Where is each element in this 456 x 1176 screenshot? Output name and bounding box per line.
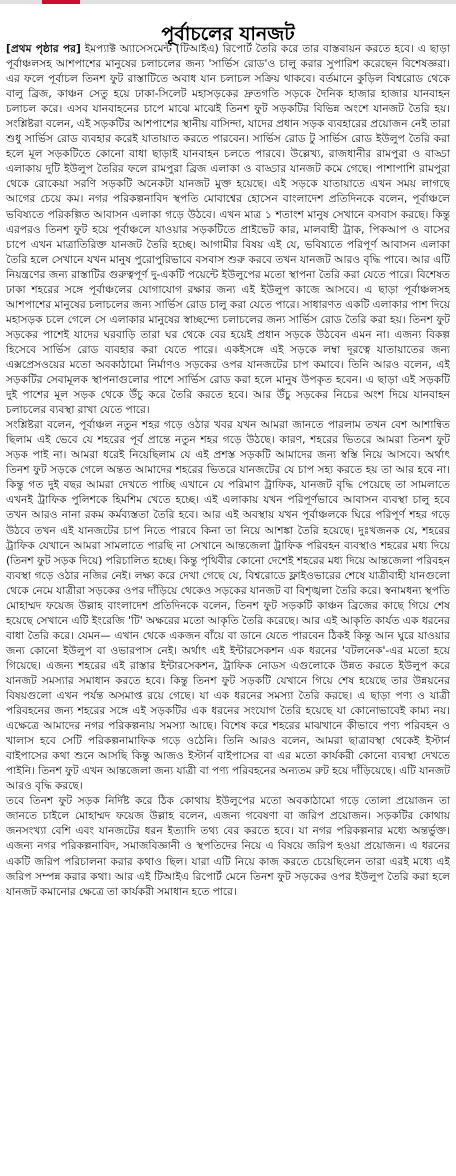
article-paragraph-1: [6, 42, 450, 418]
article-paragraph-2: সংশ্লিষ্টরা বলেন, পূর্বাঞ্চল নতুন শহর গড়ে ওঠার খবর যখন আমরা জানতে পারলাম তখন বেশ আশান্বিত ছিলাম এই ভেবে যে শহরের পূর্ব প্রান্তে নতুন শহর গড়ে উঠছে। কারণ, শহরের ভিতরে আমরা তিনশ ফুট সড়ক পাই না। আমরা ধরেই নিয়েছিলাম যে এই প্রশস্ত সড়কটি আমাদের জন্য স্বস্তি নিয়ে আসবে। অর্থাৎ তিনশ ফুট সড়কে গেলে অন্তত আমাদের শহরের ভিতরে যানজটের যে চাপ সহ্য করতে হয় তা আর হবে না। কিন্তু গত দুই বছর আমরা দেখতে পাচ্ছি এখানে যে পরিমাণ ট্রাফিক, যানজট বৃদ্ধি পেয়েছে তা সামলাতে এখনই ট্রাফিক পুলিশকে হিমশিম খেতে হচ্ছে। এই এলাকায় যখন পরিপূর্ণভাবে আবাসন ব্যবস্থা চালু হবে তখন আরও নানা রকম কর্মব্যস্ততা তৈরি হবে। আর এই অবস্থায় যখন পূর্বাঞ্চলকে ঘিরে পরিপূর্ণ শহর গড়ে উঠবে তখন এই যানজটের চাপ নিতে পারবে কিনা তা নিয়ে আশঙ্কা তৈরি হয়েছে। দুঃখজনক যে, শহরের ট্রাফিক যেখানে আমরা সামলাতে পারছি না সেখানে আন্তজেলা ট্রাফিক পরিবহন ব্যবস্থাও শহরের মধ্য দিয়ে (তিনশ ফুট সড়ক দিয়ে) পরিচালিত হচ্ছে। কিন্তু পৃথিবীর কোনো দেশেই শহরের মধ্য দিয়ে আন্তজেলা পরিবহন ব্যবস্থা গড়ে ওঠার নজির নেই। লক্ষ্য করে দেখা গেছে যে, বিশ্বরোডে ফ্লাইওভারের শেষে যাত্রীবাহী যানগুলো থেকে নেমে যাত্রীরা সড়কের ওপর দাঁড়িয়ে থেকেও সড়কের যানজট বা বিশৃঙ্খলা তৈরি করে। স্বনামধন্য স্থপতি মোহাম্মদ ফয়েজ উল্লাহ বাংলাদেশ প্রতিদিনকে বলেন, তিনশ ফুট সড়কটি কাঞ্চন ব্রিজের কাছে গিয়ে শেষ হয়েছে সেখানে এটি ইংরেজি 'টি' অক্ষরের মতো আকৃতি তৈরি করেছে। আর এই আকৃতি কার্যত এক ধরনের বাধা তৈরি করে। যেমন— এখান থেকে একজন বাঁয়ে বা ডানে যেতে পারবেন ঠিকই কিন্তু আন ঘুরে যাওয়ার জন্য কোনো ইউলুপ বা ওভারপাস নেই। অর্থাৎ এই ইন্টারসেকশন এক ধরনের 'বটলনেক'-এর মতো হয়ে গিয়েছে। এজন্য শহরের এই রাস্তার ইন্টারসেকশন, ট্রাফিক নোডস এগুলোকে উন্নত করতে ইউলুপ করে যানজট সমস্যার সমাধান করতে হবে। কিন্তু তিনশ ফুট সড়কটি যেখানে গিয়ে শেষ হয়েছে তার উন্নয়নের বিষয়গুলো এখন পর্যন্ত অসমাপ্ত রয়ে গেছে। যা এক ধরনের সমস্যা তৈরি করছে। এ ছাড়া পণ্য ও যাত্রী পরিবহনের জন্য শহরের সঙ্গে এই সড়কটির এক ধরনের সংযোগ তৈরি হয়েছে যা কোনোভাবেই কাম্য নয়। এক্ষেত্রে আমাদের নগর পরিকল্পনায় সমস্যা আছে। বিশেষ করে শহরের মাঝখানে কীভাবে পণ্য পরিবহন ও খালাস হবে সেটি পরিকল্পনামাফিক গড়ে ওঠেনি। তিনি আরও বলেন, আমরা ছাত্রাবস্থা থেকেই ইস্টার্ন বাইপাসের কথা শুনে আসছি কিন্তু আজও ইস্টার্ন বাইপাসের বা এর মতো কার্যকরী কোনো ব্যবস্থা দেখতে পাইনি। তিনশ ফুট এখন আন্তজেলা জন্য যাত্রী বা পণ্য পরিবহনের অন্যতম রুট হয়ে দাঁড়িয়েছে। এটি যানজট আরও বৃদ্ধি করছে।: [6, 419, 450, 793]
article-body: [6, 42, 450, 1172]
article-paragraph-3: তবে তিনশ ফুট সড়ক নির্দিষ্ট করে ঠিক কোথায় ইউলুপের মতো অবকাঠামো গড়ে তোলা প্রয়োজন তা জানতে চাইলে মোহাম্মদ ফয়েজ উল্লাহ বলেন, এজন্য গবেষণা বা জরিপ প্রয়োজন। সড়কটির কোথায় জনসংখ্যা বেশি এবং যানজটের ধরন ইত্যাদি তথ্য বের করতে হবে। যা নগর পরিকল্পনার মধ্যে অন্তর্ভুক্ত। এজন্য নগর পরিকল্পনাবিদ, সমাজবিজ্ঞানী ও স্থপতিদের নিয়ে এ বিষয়ে জরিপ হওয়া প্রয়োজন। এ ধরনের একটি জরিপ পরিচালনা করার কথাও ছিল। যারা এটি নিয়ে কাজ করতে চেয়েছিলেন তারা এরই মধ্যে এই জরিপ সম্পন্ন করার কথা। আর এই টিআইএ রিপোর্ট মেনে তিনশ ফুট সড়কের ওপর ইউলুপ তৈরি করা হলে যানজট কমানোর ক্ষেত্রে তা কার্যকরী সমাধান হতে পারে।: [6, 795, 450, 898]
top-rule-accent: [42, 0, 80, 4]
paragraph-1-text: ইমপ্যাক্ট অ্যাসেসমেন্ট (টিআইএ) রিপোর্ট তৈরি করে তার বাস্তবায়ন করতে হবে। এ ছাড়া পূর্বাঞ্চলসহ আশপাশের মানুষের চলাচলের জন্য 'সার্ভিস রোড'ও চালু করার সুপারিশ করেছেন বিশেষজ্ঞরা। এর ফলে পূর্বাচল তিনশ ফুট রাস্তাটিতে অবাধ যান চলাচল সক্রিয় থাকবে। বর্তমানে কুড়িল বিশ্বরোড থেকে বালু ব্রিজ, কাঞ্চন সেতু হয়ে ঢাকা-সিলেট মহাসড়কের দ্রুতগতি সড়কে দৈনিক হাজার হাজার যানবাহন চলাচল করে। এসব যানবাহনের চাপে মাঝে মাঝেই তিনশ ফুট সড়কটির বিভিন্ন অংশে যানজট তৈরি হয়। সংশ্লিষ্টরা বলেন, এই সড়কটির আশপাশের স্থানীয় বাসিন্দা, যাদের প্রধান সড়ক ব্যবহারের প্রয়োজন নেই তারা শুধু সার্ভিস রোড ব্যবহার করেই যাতায়াত করতে পারবেন। সার্ভিস রোড টু সার্ভিস রোড ইউলুপ তৈরি করা হলে মূল সড়কটিতে কোনো বাধা ছাড়াই যানবাহন চলতে পারবে। উল্লেখ্য, রাজধানীর রামপুরা ও বাড্ডা এলাকায় দুটি ইউলুপ তৈরির ফলে রামপুরা ব্রিজ এলাকা ও বাড্ডার যানজট কমে গেছে। পাশাপাশি রামপুরা থেকে রোকেয়া সরণি সড়কটি অনেকটা যানজট মুক্ত হয়েছে। এই সড়কে যাতায়াতে এখন সময় লাগছে আগের চেয়ে কম। নগর পরিকল্পনাবিদ স্থপতি মোবাশ্বের হোসেন বাংলাদেশ প্রতিদিনকে বলেন, পূর্বাঞ্চলে ভবিষ্যতে পরিকল্পিত আবাসন এলাকা গড়ে উঠবে। এখন মাত্র ১ শতাংশ মানুষ সেখানে বসবাস করছে। কিন্তু এরপরও তিনশ ফুট হয়ে পূর্বাঞ্চলে যাওয়ার সড়কটিতে প্রাইভেট কার, মালবাহী ট্রাক, পিকআপ ও বাসের চাপে এখন মাত্রাতিরিক্ত যানজট তৈরি হচ্ছে। আগামীর বিষয় এই যে, ভবিষ্যতে পরিপূর্ণ আবাসন এলাকা তৈরি হলে সেখানে যখন মানুষ পুরোপুরিভাবে বসবাস শুরু করবে তখন যানজট আরও বৃদ্ধি পাবে। আর এটি নিয়ন্ত্রণের জন্য রাস্তাটির গুরুত্বপূর্ণ দু-একটি পয়েন্টে ইউলুপের মতো স্থাপনা তৈরি করা যেতে পারে। বিশেষত ঢাকা শহরের সঙ্গে পূর্বাঞ্চলের যোগাযোগ রক্ষার জন্য এই ইউলুপ কাজে আসবে। এ ছাড়া পূর্বাঞ্চলসহ আশপাশের মানুষের চলাচলের জন্য সার্ভিস রোড চালু করা যেতে পারে। সাধারণত একটি এলাকার পাশ দিয়ে মহাসড়ক চলে গেলে সে এলাকার মানুষের স্বাচ্ছন্দ্যে চলাচলের জন্য সার্ভিস রোড তৈরি করা হয়। তিনশ ফুট সড়কের পাশেই যাদের ঘরবাড়ি তারা ঘর থেকে বের হয়েই প্রধান সড়কে উঠবেন এমন না। এজন্য বিকল্প হিসেবে সার্ভিস রোড ব্যবহার করা যেতে পারে। একইসঙ্গে এই সড়কে লম্বা দূরত্বে যাতায়াতের জন্য এক্সপ্রেসওয়ের মতো অবকাঠামো নির্মাণও সড়কের ওপর যানজটের চাপ কমাবে। তিনি আরও বলেন, এই সড়কটির সেবামূলক স্থাপনাগুলোর পাশে সার্ভিস রোড করা হলে মানুষ উপকৃত হবেন। এ ছাড়া এই সড়কটি দুই পাশের মূল সড়ক থেকে উঁচু করে তৈরি করতে হবে। আর উঁচু সড়কের নিচের অংশ দিয়ে যানবাহন চলাচলের ব্যবস্থা রাখা যেতে পারে।: [6, 43, 450, 417]
continued-from-label: [প্রথম পৃষ্ঠার পর]: [6, 43, 81, 55]
article-headline: পূর্বাচলের যানজট: [161, 22, 295, 45]
